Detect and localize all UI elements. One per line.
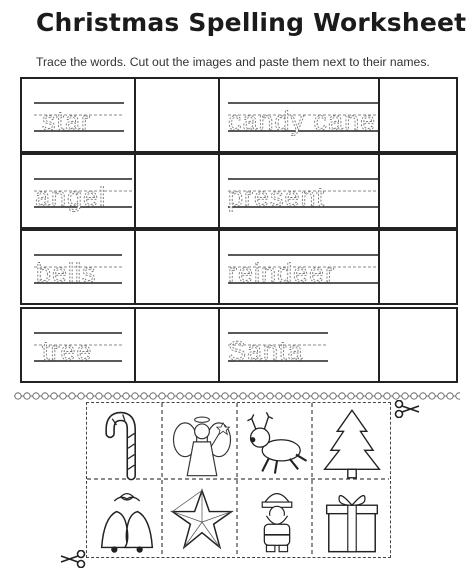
border-circle — [393, 393, 399, 399]
cutout-grid — [86, 402, 391, 558]
trace-word-star: star — [42, 106, 92, 136]
star-icon[interactable] — [164, 481, 240, 559]
border-circle — [114, 393, 120, 399]
border-circle — [132, 393, 138, 399]
trace-box-reindeer — [218, 229, 458, 305]
border-circle — [96, 393, 102, 399]
border-circle — [411, 393, 417, 399]
trace-word-bells: bells — [36, 258, 97, 288]
border-circle — [141, 393, 147, 399]
border-circle — [456, 393, 460, 399]
border-circle — [24, 393, 30, 399]
scissors-icon — [394, 400, 420, 418]
border-circle — [267, 393, 273, 399]
border-circle — [168, 393, 174, 399]
border-circle — [330, 393, 336, 399]
border-circle — [312, 393, 318, 399]
border-circle — [186, 393, 192, 399]
trace-word-present: present — [228, 182, 326, 212]
trace-box-present — [218, 153, 458, 229]
present-icon[interactable] — [314, 481, 390, 559]
border-circle — [384, 393, 390, 399]
trace-guidelines — [220, 155, 456, 227]
border-circle — [321, 393, 327, 399]
border-circle — [438, 393, 444, 399]
worksheet-title: Christmas Spelling Worksheet — [36, 8, 467, 37]
trace-word-reindeer: reindeer — [228, 258, 336, 288]
border-circle — [60, 393, 66, 399]
border-circle — [339, 393, 345, 399]
border-circle — [69, 393, 75, 399]
border-circle — [33, 393, 39, 399]
trace-guidelines — [220, 79, 456, 151]
trace-box-santa — [218, 307, 458, 383]
angel-icon[interactable] — [164, 405, 240, 483]
border-circle — [348, 393, 354, 399]
border-circle — [213, 393, 219, 399]
bells-icon[interactable] — [89, 481, 165, 559]
border-circle — [15, 393, 21, 399]
border-circle — [222, 393, 228, 399]
border-circle — [78, 393, 84, 399]
border-circle — [303, 393, 309, 399]
santa-icon[interactable] — [239, 481, 315, 559]
border-circle — [231, 393, 237, 399]
trace-word-santa: Santa — [228, 336, 304, 366]
border-circle — [276, 393, 282, 399]
border-circle — [42, 393, 48, 399]
border-circle — [357, 393, 363, 399]
border-circle — [366, 393, 372, 399]
border-circle — [51, 393, 57, 399]
border-circle — [177, 393, 183, 399]
border-circle — [249, 393, 255, 399]
border-circle — [105, 393, 111, 399]
trace-guidelines — [220, 231, 456, 303]
trace-word-tree: tree — [42, 336, 93, 366]
candy-cane-icon[interactable] — [89, 405, 165, 483]
border-circle — [195, 393, 201, 399]
border-circle — [429, 393, 435, 399]
tree-icon[interactable] — [314, 405, 390, 483]
trace-guidelines — [220, 309, 456, 381]
border-circle — [87, 393, 93, 399]
border-circle — [123, 393, 129, 399]
border-circle — [402, 393, 408, 399]
reindeer-icon[interactable] — [239, 405, 315, 483]
border-circle — [204, 393, 210, 399]
border-circle — [447, 393, 453, 399]
border-circle — [294, 393, 300, 399]
trace-box-candy-cane — [218, 77, 458, 153]
border-circle — [159, 393, 165, 399]
instructions: Trace the words. Cut out the images and paste them next to their names. — [36, 55, 430, 69]
trace-word-candy-cane: candy cane — [228, 106, 377, 136]
border-circle — [240, 393, 246, 399]
border-circle — [258, 393, 264, 399]
border-circle — [150, 393, 156, 399]
border-circle — [420, 393, 426, 399]
trace-word-angel: angel — [35, 182, 107, 212]
scissors-icon — [60, 550, 86, 568]
border-circle — [285, 393, 291, 399]
border-circle — [375, 393, 381, 399]
